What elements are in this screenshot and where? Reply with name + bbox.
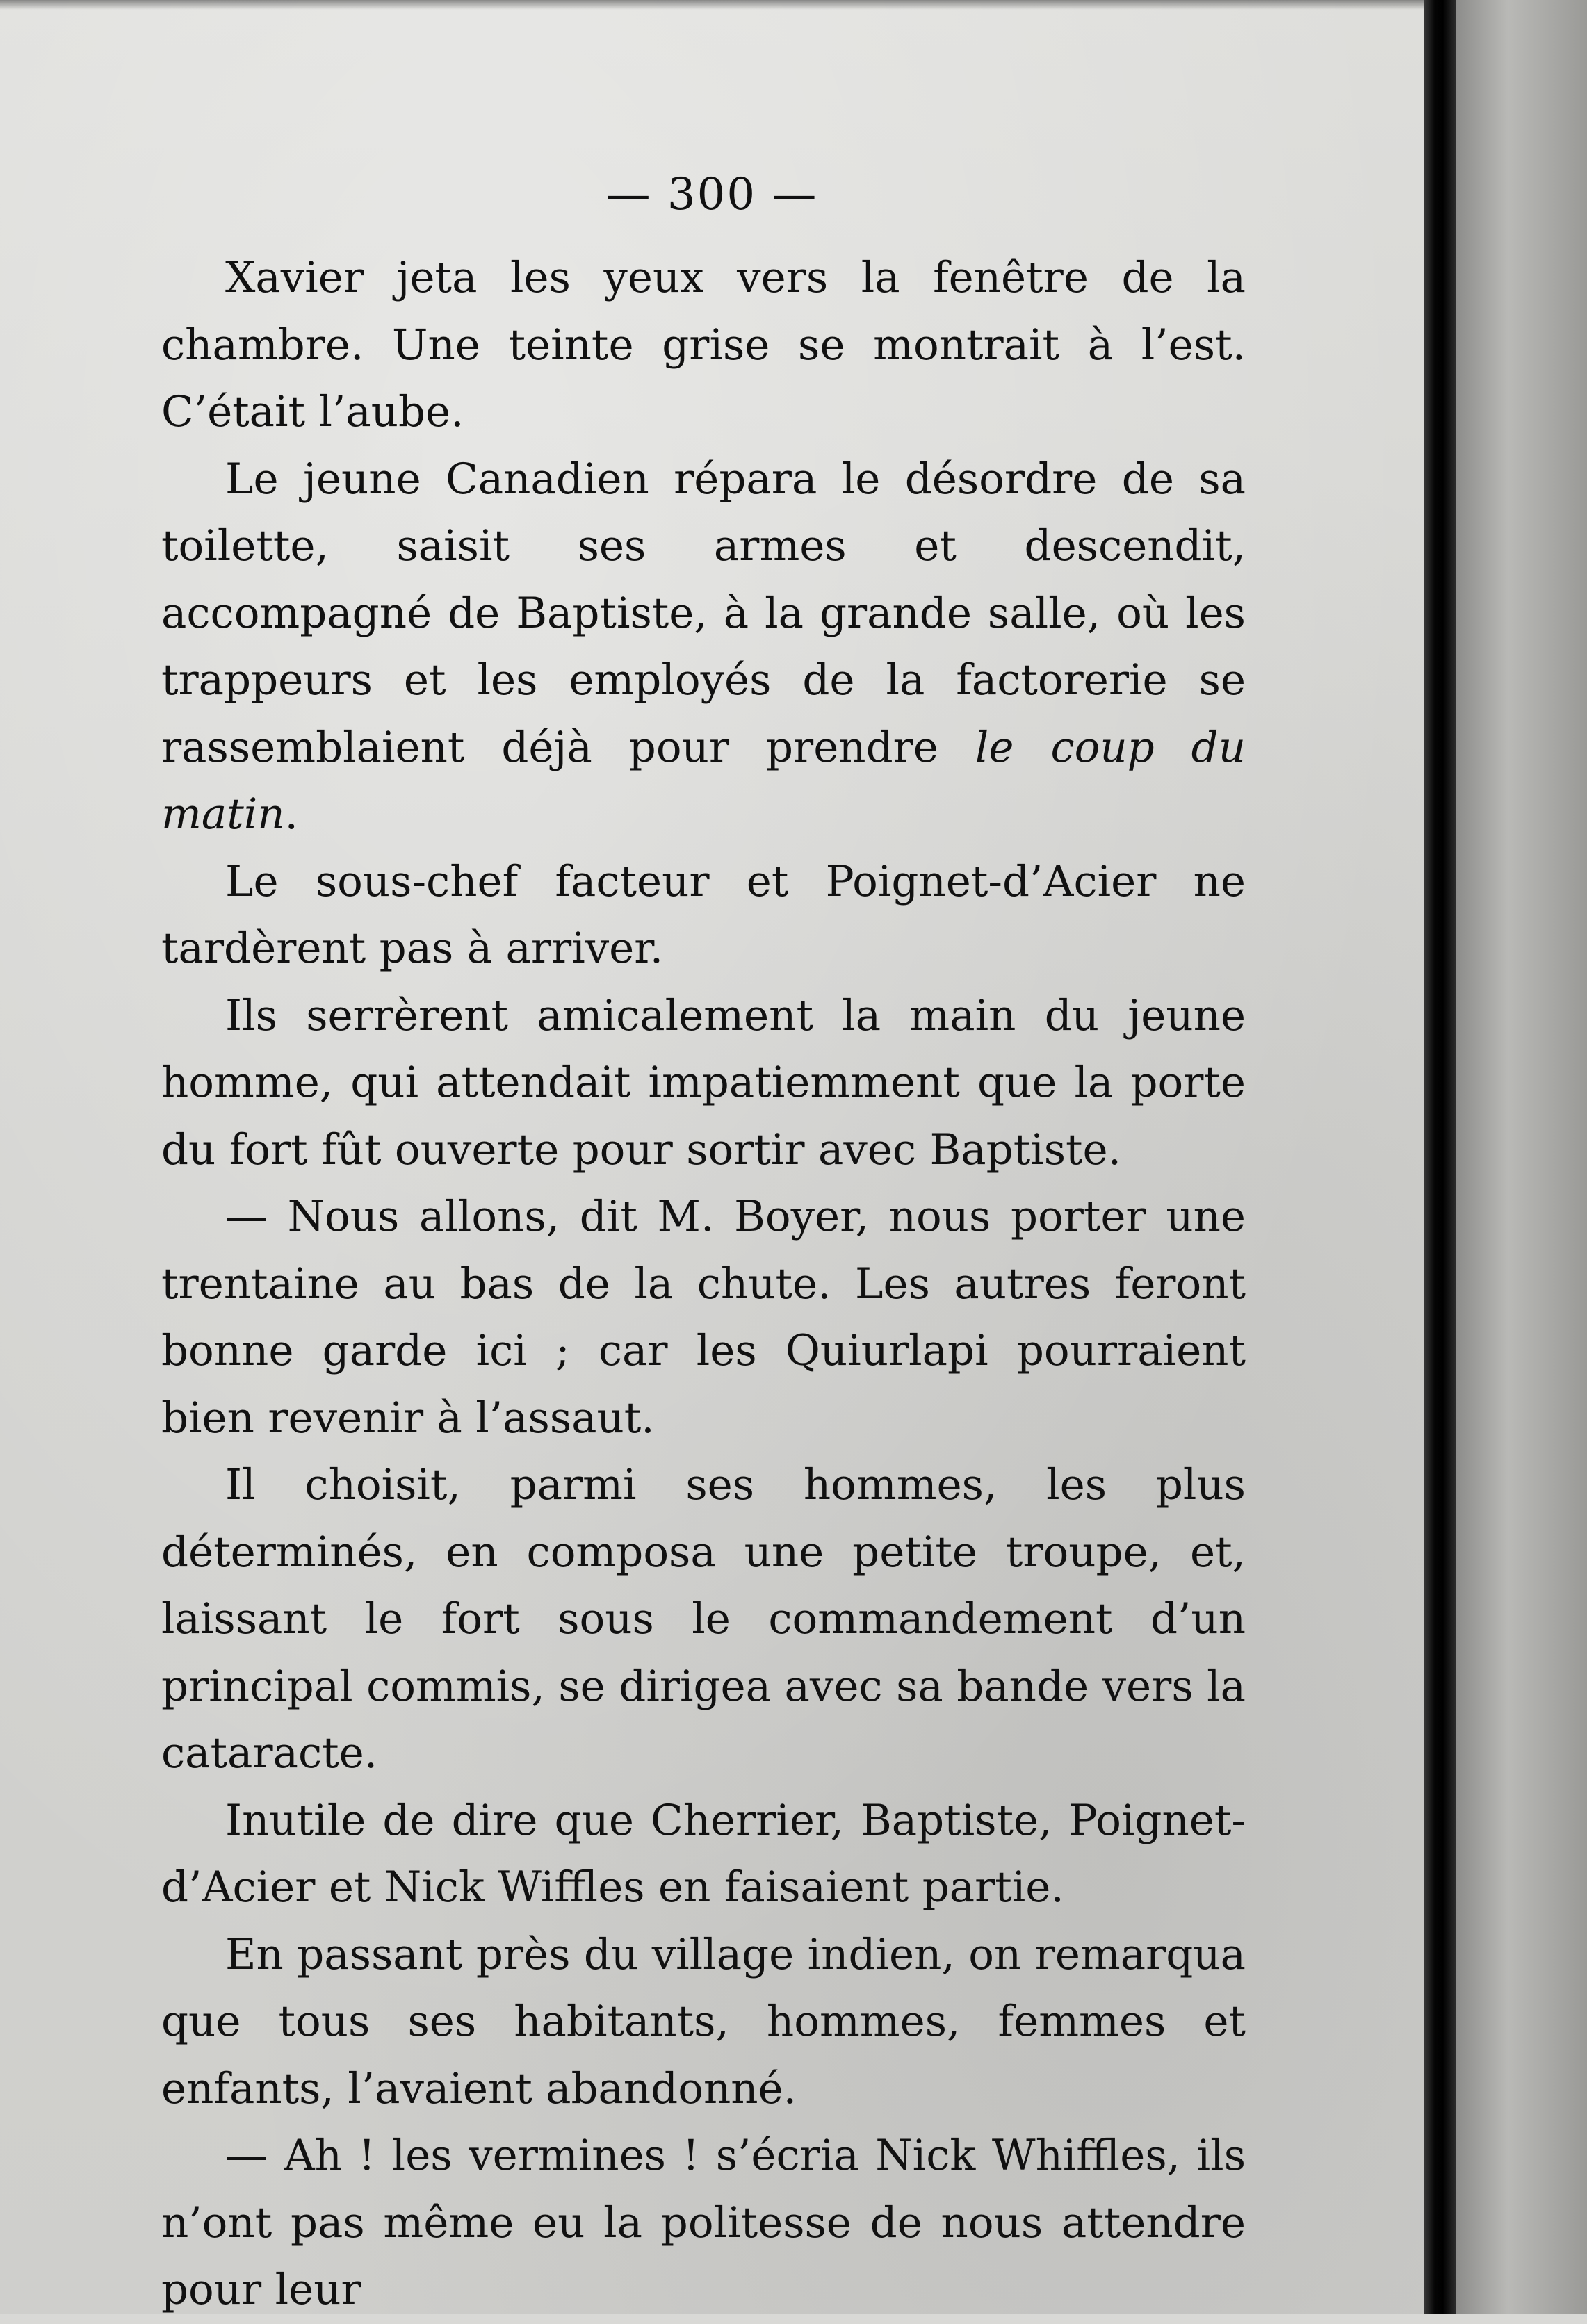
paragraph: — Ah ! les vermines ! s’écria Nick Whiffles, ils n’ont pas même eu la politesse de nous attendre pour leur [161, 2131, 1246, 2314]
page-number: — 300 — [605, 169, 818, 220]
page-top-shadow [0, 0, 1424, 10]
paragraph: Le jeune Canadien répara le désordre de sa toilette, saisit ses armes et descendit, accompagné de Baptiste, à la grande salle, où les trappeurs et les employés de la factorerie se rassemblaient déjà pour prendre le coup du matin. [161, 454, 1246, 839]
paragraph: Le sous-chef facteur et Poignet-d’Acier ne tardèrent pas à arriver. [161, 856, 1246, 973]
paragraph: Inutile de dire que Cherrier, Baptiste, Poignet-d’Acier et Nick Wiffles en faisaient partie. [161, 1795, 1246, 1912]
paragraph: Xavier jeta les yeux vers la fenêtre de la chambre. Une teinte grise se montrait à l’est. C’était l’aube. [161, 253, 1246, 436]
body-text [161, 245, 1246, 2324]
book-gutter-shadow [1424, 0, 1456, 2314]
facing-page-edge [1456, 0, 1587, 2314]
paragraph: Il choisit, parmi ses hommes, les plus déterminés, en composa une petite troupe, et, laissant le fort sous le commandement d’un principal commis, se dirigea avec sa bande vers la cataracte. [161, 1460, 1246, 1778]
paragraph: En passant près du village indien, on remarqua que tous ses habitants, hommes, femmes et enfants, l’avaient abandonné. [161, 1929, 1246, 2113]
italic-phrase: le coup du matin [161, 722, 1246, 839]
paragraph: — Nous allons, dit M. Boyer, nous porter une trentaine au bas de la chute. Les autres feront bonne garde ici ; car les Quiurlapi pourraient bien revenir à l’assaut. [161, 1192, 1246, 1443]
paragraph: Ils serrèrent amicalement la main du jeune homme, qui attendait impatiemment que la porte du fort fût ouverte pour sortir avec Baptiste. [161, 990, 1246, 1175]
